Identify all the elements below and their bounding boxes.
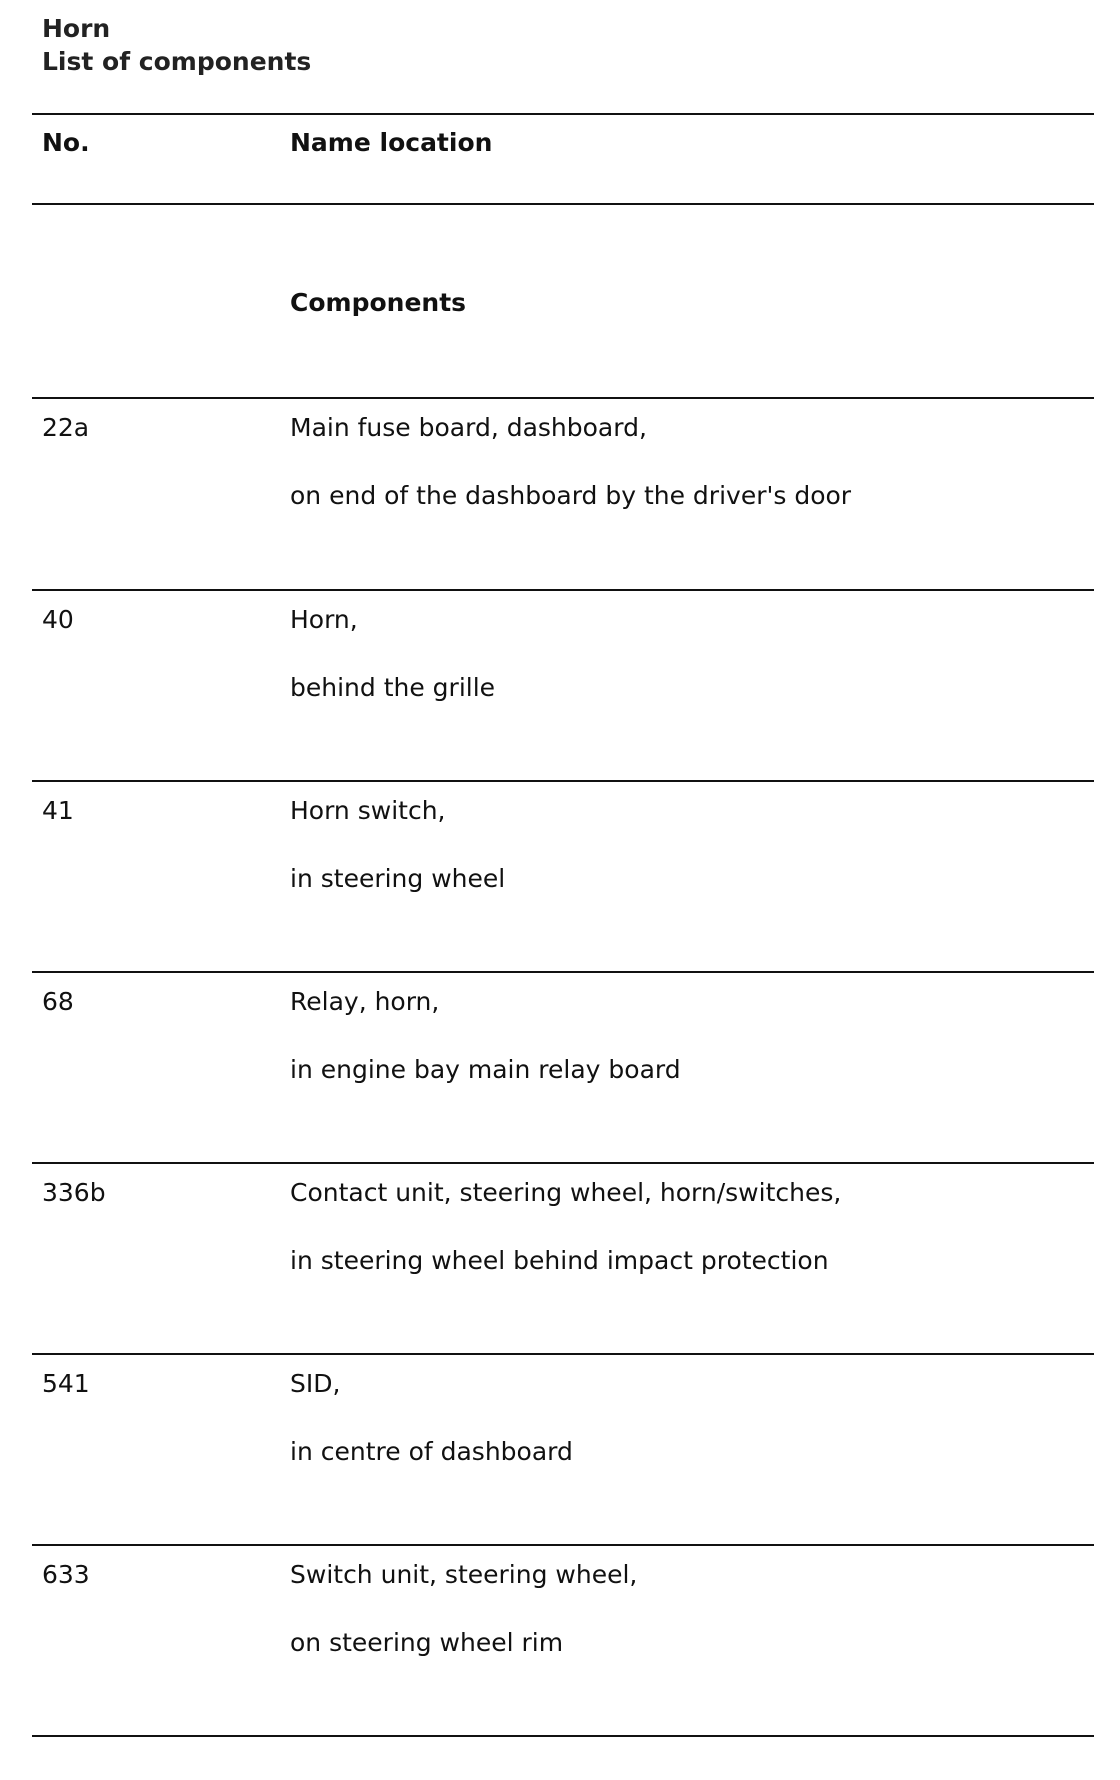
row-name: Main fuse board, dashboard, <box>290 413 647 442</box>
row-number: 336b <box>42 1178 106 1207</box>
table-top-rule <box>32 113 1094 115</box>
row-number: 633 <box>42 1560 90 1589</box>
row-number: 40 <box>42 605 74 634</box>
row-location: on steering wheel rim <box>290 1628 564 1657</box>
row-name: Horn switch, <box>290 796 446 825</box>
row-separator <box>32 780 1094 782</box>
table-bottom-rule <box>32 1735 1094 1737</box>
row-separator <box>32 971 1094 973</box>
header-name-location: Name location <box>290 128 493 157</box>
header-no: No. <box>42 128 90 157</box>
row-number: 541 <box>42 1369 90 1398</box>
row-name: Relay, horn, <box>290 987 440 1016</box>
title-line-1: Horn <box>42 14 111 43</box>
row-number: 41 <box>42 796 74 825</box>
row-separator <box>32 397 1094 399</box>
row-name: Contact unit, steering wheel, horn/switches, <box>290 1178 842 1207</box>
document-title <box>42 12 311 78</box>
row-location: in steering wheel <box>290 864 506 893</box>
title-line-2: List of components <box>42 47 312 76</box>
row-location: in steering wheel behind impact protection <box>290 1246 829 1275</box>
row-number: 22a <box>42 413 90 442</box>
row-separator <box>32 589 1094 591</box>
row-separator <box>32 1353 1094 1355</box>
row-location: on end of the dashboard by the driver's door <box>290 481 852 510</box>
section-label-components: Components <box>290 288 467 317</box>
row-location: in centre of dashboard <box>290 1437 573 1466</box>
row-name: Horn, <box>290 605 358 634</box>
row-name: SID, <box>290 1369 341 1398</box>
row-separator <box>32 1162 1094 1164</box>
row-separator <box>32 1544 1094 1546</box>
row-location: in engine bay main relay board <box>290 1055 681 1084</box>
row-number: 68 <box>42 987 74 1016</box>
row-name: Switch unit, steering wheel, <box>290 1560 638 1589</box>
row-location: behind the grille <box>290 673 496 702</box>
header-bottom-rule <box>32 203 1094 205</box>
